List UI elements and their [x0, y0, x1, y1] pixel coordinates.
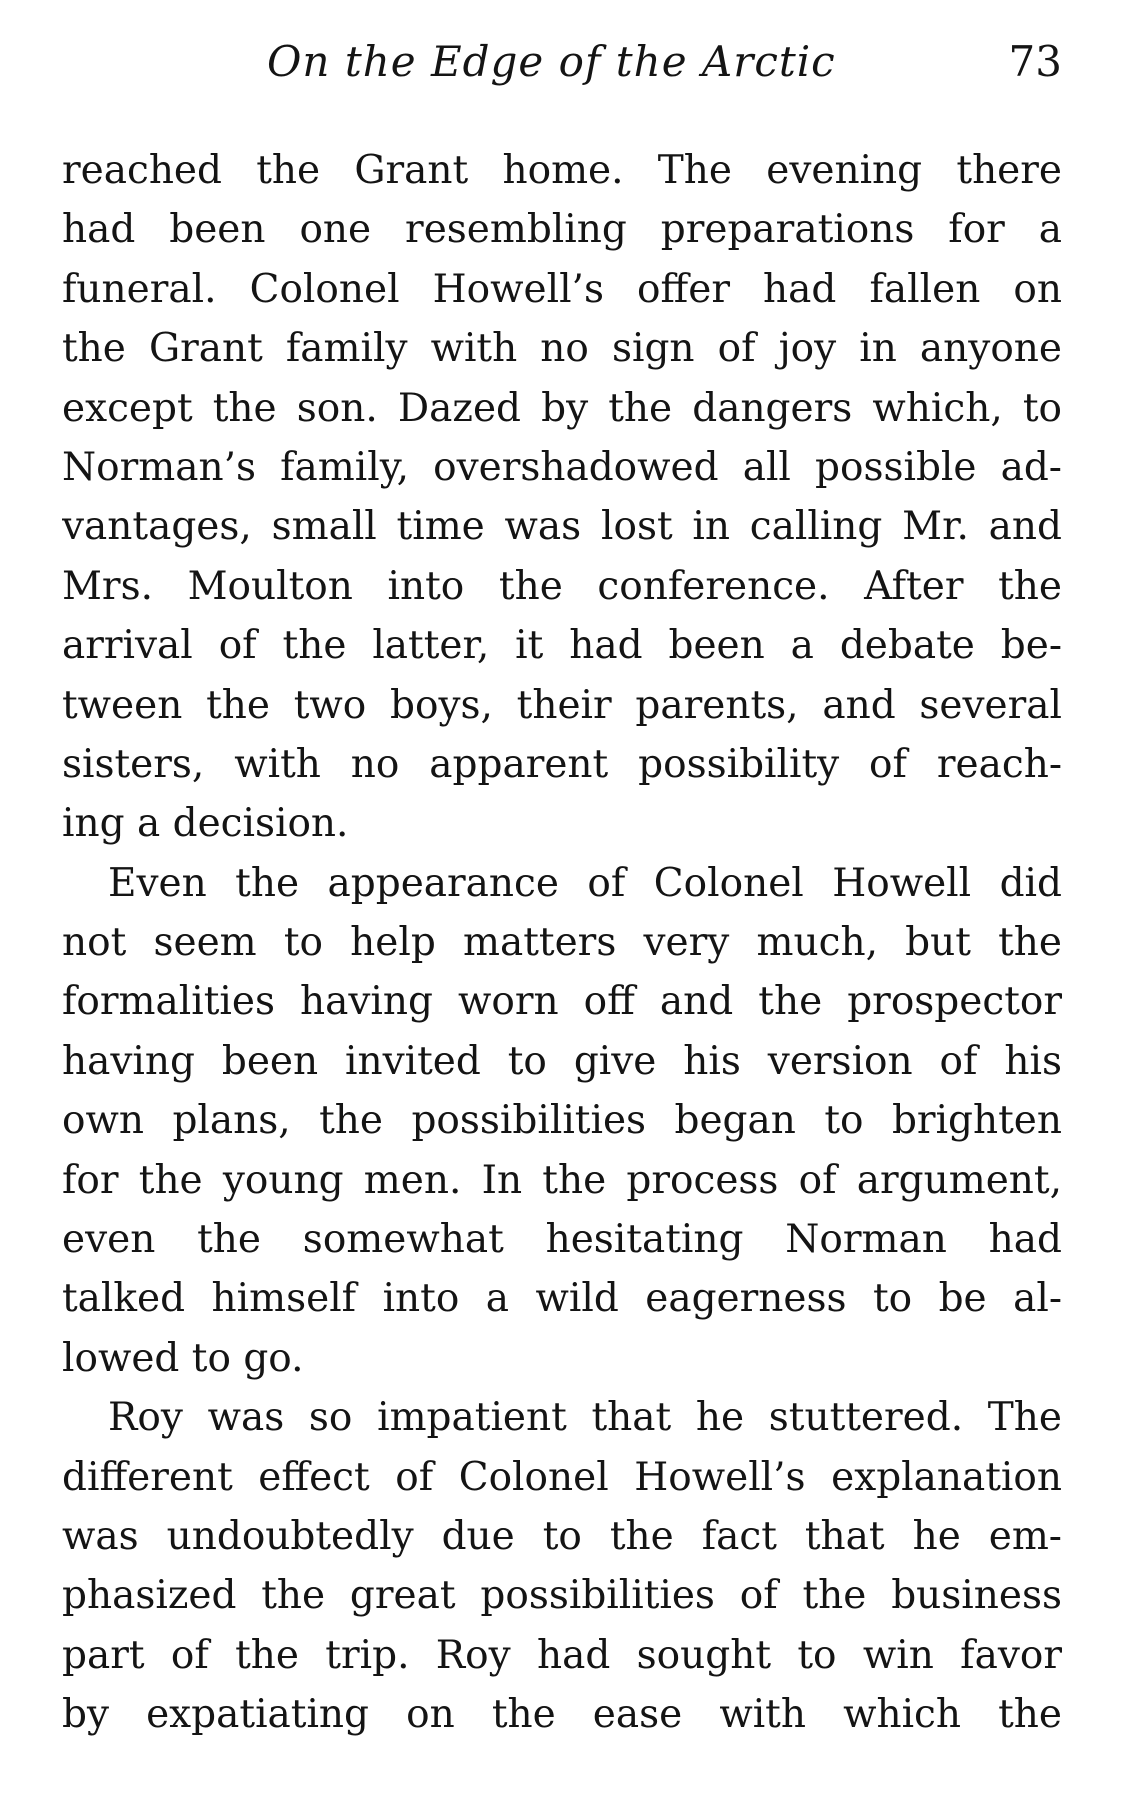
running-head — [62, 32, 1062, 92]
text-line: Mrs. Moulton into the conference. After the — [62, 563, 1062, 609]
text-line: was undoubtedly due to the fact that he em- — [62, 1513, 1062, 1559]
body-text — [62, 141, 1062, 1745]
text-line: except the son. Dazed by the dangers which, to — [62, 385, 1062, 431]
text-line: not seem to help matters very much, but the — [62, 920, 1062, 966]
text-line: phasized the great possibilities of the business — [62, 1573, 1062, 1619]
text-line: the Grant family with no sign of joy in anyone — [62, 326, 1062, 372]
text-line: funeral. Colonel Howell’s offer had fallen on — [62, 266, 1062, 312]
text-line: had been one resembling preparations for a — [62, 207, 1062, 253]
text-line: sisters, with no apparent possibility of reach- — [62, 741, 1062, 787]
page-number: 73 — [1008, 37, 1062, 86]
text-line: lowed to go. — [62, 1335, 304, 1381]
running-title: On the Edge of the Arctic — [267, 37, 836, 86]
text-line: for the young men. In the process of argument, — [62, 1157, 1062, 1203]
text-line: different effect of Colonel Howell’s explanation — [62, 1454, 1062, 1500]
text-line: talked himself into a wild eagerness to be al- — [62, 1276, 1062, 1322]
text-line: Roy was so impatient that he stuttered. The — [108, 1395, 1062, 1441]
text-line: part of the trip. Roy had sought to win favor — [62, 1632, 1062, 1678]
text-line: by expatiating on the ease with which the — [62, 1692, 1062, 1738]
text-line: ing a decision. — [62, 801, 349, 847]
text-line: vantages, small time was lost in calling Mr. and — [62, 504, 1062, 550]
text-line: having been invited to give his version of his — [62, 1038, 1062, 1084]
text-line: arrival of the latter, it had been a debate be- — [62, 623, 1062, 669]
text-line: Norman’s family, overshadowed all possible ad- — [62, 444, 1062, 490]
text-line: tween the two boys, their parents, and several — [62, 682, 1062, 728]
text-line: formalities having worn off and the prospector — [62, 979, 1062, 1025]
text-line: own plans, the possibilities began to brighten — [62, 1098, 1062, 1144]
text-line: Even the appearance of Colonel Howell did — [108, 860, 1062, 906]
text-line: reached the Grant home. The evening there — [62, 148, 1062, 193]
text-line: even the somewhat hesitating Norman had — [62, 1217, 1062, 1263]
